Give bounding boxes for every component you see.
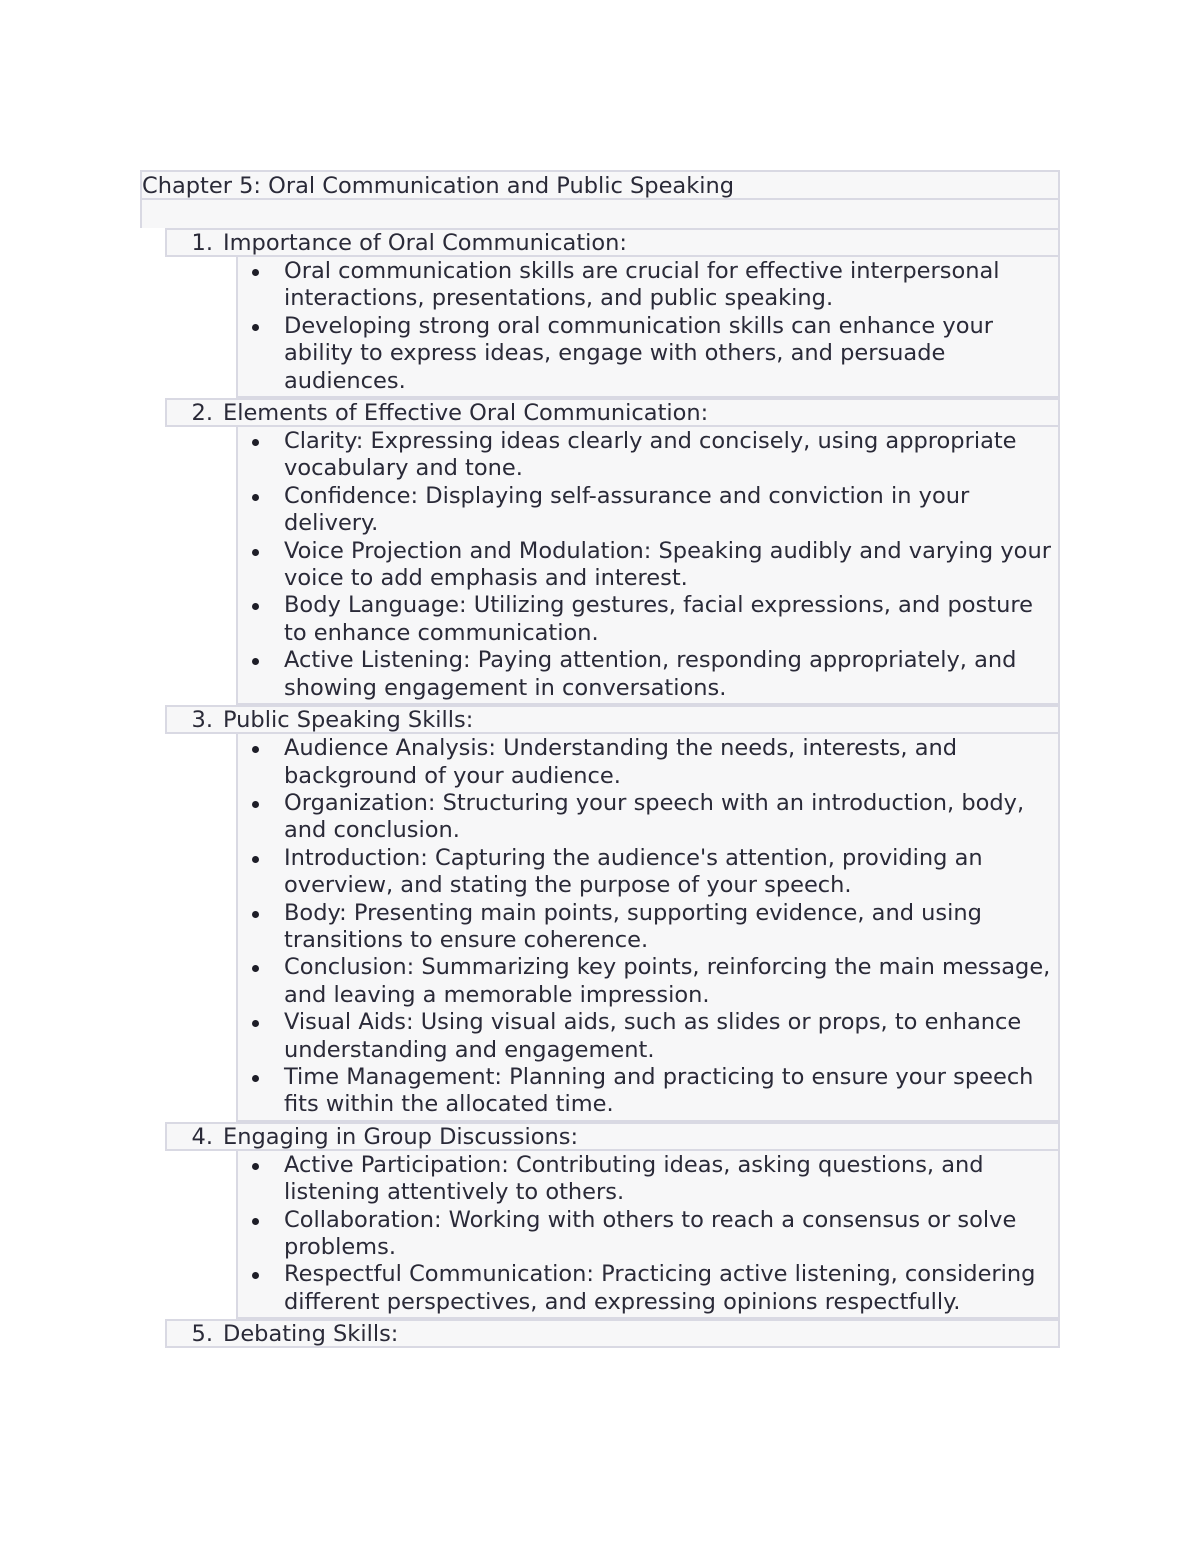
list-item-text: Respectful Communication: Practicing active listening, considering different perspectives, and expressing opinions respectfully. (284, 1261, 1036, 1315)
list-item-text: Conclusion: Summarizing key points, reinforcing the main message, and leaving a memorable impression. (284, 954, 1051, 1008)
section-number: 3. (191, 707, 213, 734)
list-item (238, 428, 1058, 483)
bullet-icon (252, 269, 259, 276)
list-item (238, 1009, 1058, 1064)
list-item (238, 1261, 1058, 1316)
list-item-text: Body Language: Utilizing gestures, facial expressions, and posture to enhance communication. (284, 592, 1033, 646)
bullet-icon (252, 1020, 259, 1027)
list-item (238, 1207, 1058, 1262)
list-item-text: Developing strong oral communication skills can enhance your ability to express ideas, engage with others, and persuade audiences. (284, 312, 994, 394)
section-heading (165, 705, 1060, 734)
section-heading (165, 1122, 1060, 1151)
list-item (238, 647, 1058, 702)
section-items (236, 427, 1060, 705)
bullet-icon (252, 801, 259, 808)
bullet-icon (252, 549, 259, 556)
section-number: 5. (191, 1321, 213, 1348)
section-title: Importance of Oral Communication: (223, 230, 628, 256)
bullet-icon (252, 603, 259, 610)
bullet-icon (252, 911, 259, 918)
section-items (236, 1151, 1060, 1319)
list-item (238, 954, 1058, 1009)
title-spacer (140, 200, 1060, 228)
section-number: 1. (191, 230, 213, 256)
bullet-icon (252, 1272, 259, 1279)
bullet-icon (252, 1218, 259, 1225)
list-item (238, 735, 1058, 790)
section-heading (165, 1319, 1060, 1348)
list-item (238, 592, 1058, 647)
section-title: Public Speaking Skills: (223, 707, 474, 734)
section-items (236, 257, 1060, 398)
list-item-text: Audience Analysis: Understanding the needs, interests, and background of your audience. (284, 735, 958, 789)
list-item (238, 1152, 1058, 1207)
list-item-text: Voice Projection and Modulation: Speaking audibly and varying your voice to add emphasis and interest. (284, 537, 1051, 592)
page-title: Chapter 5: Oral Communication and Public Speaking (140, 170, 1060, 200)
list-item (238, 845, 1058, 900)
bullet-icon (252, 1163, 259, 1170)
bullet-icon (252, 658, 259, 665)
section-items (236, 734, 1060, 1122)
list-item-text: Active Participation: Contributing ideas, asking questions, and listening attentively to others. (284, 1151, 984, 1206)
bullet-icon (252, 965, 259, 972)
bullet-icon (252, 494, 259, 501)
section-number: 2. (191, 400, 213, 427)
bullet-icon (252, 1075, 259, 1082)
section-heading (165, 398, 1060, 427)
list-item-text: Body: Presenting main points, supporting evidence, and using transitions to ensure coherence. (284, 899, 982, 953)
list-item (238, 1064, 1058, 1119)
list-item (238, 538, 1058, 593)
list-item (238, 258, 1058, 313)
list-item-text: Active Listening: Paying attention, responding appropriately, and showing engagement in conversations. (284, 647, 1017, 701)
list-item-text: Introduction: Capturing the audience's attention, providing an overview, and stating the purpose of your speech. (284, 844, 983, 899)
bullet-icon (252, 856, 259, 863)
list-item (238, 790, 1058, 845)
list-item-text: Confidence: Displaying self-assurance and conviction in your delivery. (284, 482, 970, 537)
list-item (238, 313, 1058, 395)
list-item-text: Organization: Structuring your speech with an introduction, body, and conclusion. (284, 789, 1025, 844)
list-item (238, 483, 1058, 538)
list-item-text: Visual Aids: Using visual aids, such as slides or props, to enhance understanding and engagement. (284, 1009, 1022, 1063)
list-item-text: Time Management: Planning and practicing to ensure your speech fits within the allocated time. (284, 1063, 1034, 1118)
section-title: Elements of Effective Oral Communication: (223, 400, 709, 427)
document (140, 170, 1060, 1348)
section-number: 4. (191, 1123, 213, 1150)
list-item-text: Clarity: Expressing ideas clearly and concisely, using appropriate vocabulary and tone. (284, 428, 1017, 482)
section-title: Debating Skills: (223, 1321, 399, 1348)
bullet-icon (252, 439, 259, 446)
list-item-text: Oral communication skills are crucial for effective interpersonal interactions, presentations, and public speaking. (284, 258, 1000, 312)
list-item (238, 900, 1058, 955)
bullet-icon (252, 746, 259, 753)
bullet-icon (252, 324, 259, 331)
section-title: Engaging in Group Discussions: (223, 1123, 579, 1150)
section-heading (165, 228, 1060, 257)
list-item-text: Collaboration: Working with others to reach a consensus or solve problems. (284, 1206, 1017, 1260)
